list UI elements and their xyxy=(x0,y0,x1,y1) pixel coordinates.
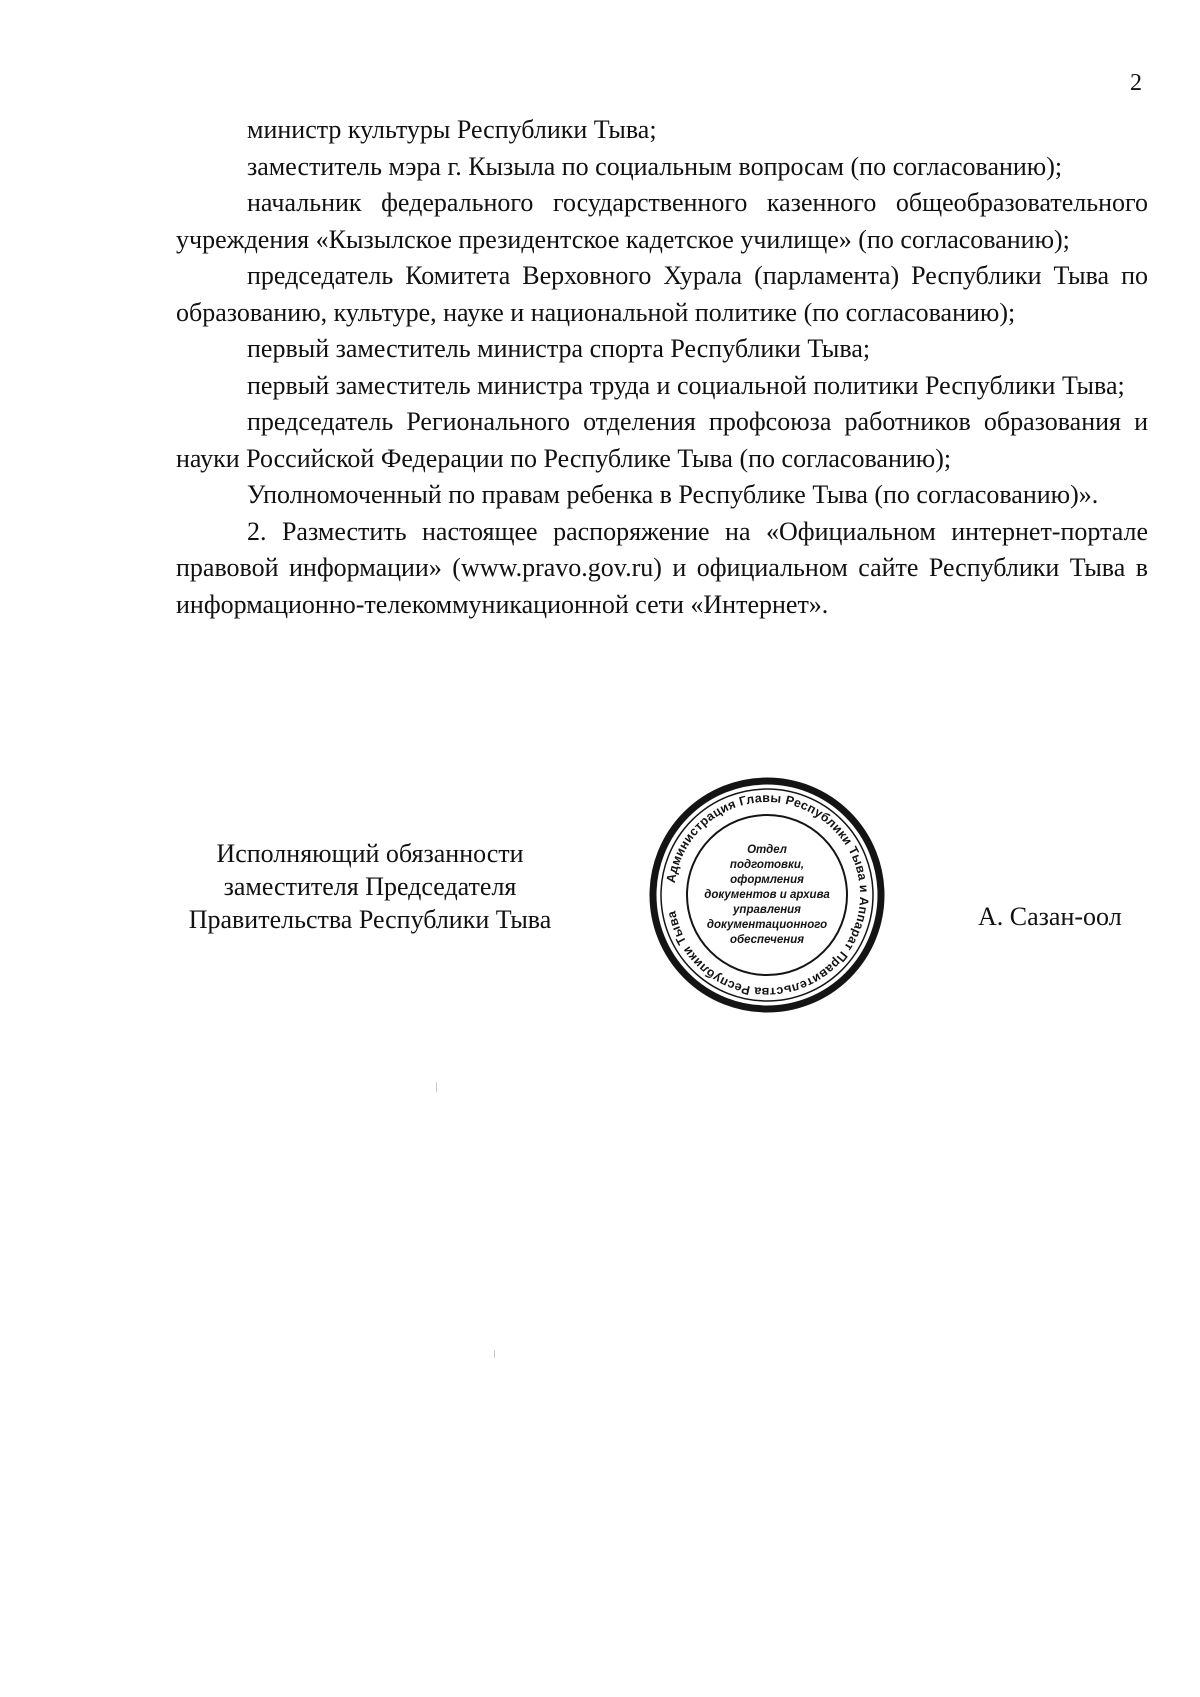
seal-center-line: Отдел xyxy=(747,844,787,856)
signatory-position-line: заместителя Председателя xyxy=(223,872,517,901)
seal-center-line: управления xyxy=(733,904,801,916)
seal-ring-text: Администрация Главы Республики Тыва и Аппарат Правительства Республики Тыва xyxy=(663,790,872,1000)
paragraph: председатель Регионального отделения профсоюза работников образования и науки Российской Федерации по Республике Тыва (по согласованию); xyxy=(176,407,1148,473)
seal-stamp-icon xyxy=(647,775,887,1015)
signatory-position xyxy=(160,837,580,936)
seal-center-line: документов и архива xyxy=(704,889,830,901)
scan-artifact xyxy=(494,1350,495,1358)
seal-center-line: оформления xyxy=(730,874,804,886)
paragraph: первый заместитель министра труда и социальной политики Республики Тыва; xyxy=(247,370,1125,400)
seal-center-line: подготовки, xyxy=(729,859,805,871)
paragraph: 2. Разместить настоящее распоряжение на «Официальном интернет-портале правовой информации» (www.pravo.gov.ru) и официальном сайте Республики Тыва в информационно-телекоммуникационной сети «Интернет». xyxy=(176,516,1148,619)
seal-center-line: обеспечения xyxy=(729,934,805,946)
page-number: 2 xyxy=(1130,70,1142,96)
signatory-position-line: Правительства Республики Тыва xyxy=(188,905,552,934)
paragraph: Уполномоченный по правам ребенка в Республике Тыва (по согласованию)». xyxy=(247,480,1099,509)
signatory-name: А. Сазан-оол xyxy=(978,902,1122,931)
seal-center-line: документационного xyxy=(706,919,828,931)
paragraph: министр культуры Республики Тыва; xyxy=(247,115,657,144)
official-seal xyxy=(647,775,887,1015)
paragraph: первый заместитель министра спорта Республики Тыва; xyxy=(247,334,871,363)
scan-artifact xyxy=(436,1082,437,1092)
paragraph: заместитель мэра г. Кызыла по социальным вопросам (по согласованию); xyxy=(247,151,1063,181)
paragraph: начальник федерального государственного казенного общеобразовательного учреждения «Кызылское президентское кадетское училище» (по согласованию); xyxy=(176,188,1148,254)
paragraph: председатель Комитета Верховного Хурала (парламента) Республики Тыва по образованию, культуре, науке и национальной политике (по согласованию); xyxy=(176,261,1148,327)
signatory-position-line: Исполняющий обязанности xyxy=(216,839,524,868)
document-body xyxy=(176,112,1148,623)
